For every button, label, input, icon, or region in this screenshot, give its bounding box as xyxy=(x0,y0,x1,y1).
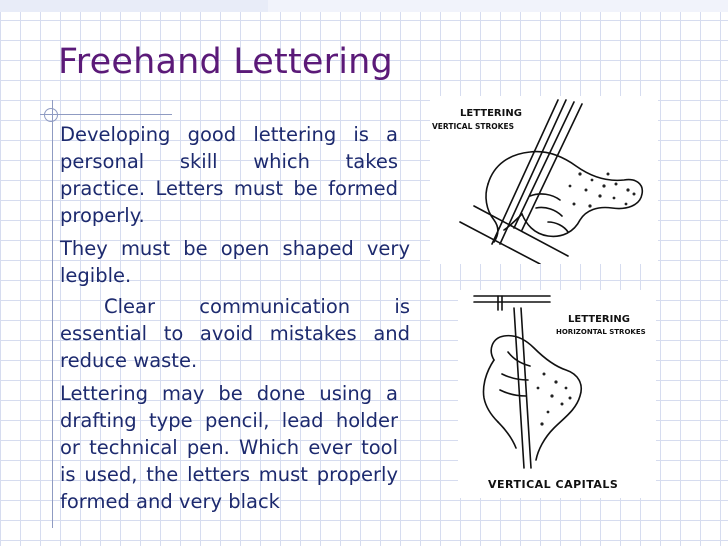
hand-pencil-drawing xyxy=(458,290,656,498)
illustration-caption: VERTICAL STROKES xyxy=(432,122,514,131)
illustration-caption: HORIZONTAL STROKES xyxy=(556,328,646,336)
rule-ornament xyxy=(44,108,58,122)
illustration-caption: LETTERING xyxy=(460,108,522,119)
vertical-strokes-illustration xyxy=(430,96,658,264)
paragraph-1: Developing good lettering is a personal skill which takes practice. Letters must be formed properly. xyxy=(60,123,398,227)
margin-rule xyxy=(52,100,53,528)
illustration-caption: LETTERING xyxy=(568,314,630,325)
hand-pencil-drawing xyxy=(430,96,658,264)
top-band xyxy=(0,0,728,12)
slide-title: Freehand Lettering xyxy=(58,42,393,82)
paragraph-4: Lettering may be done using a drafting type pencil, lead holder or technical pen. Which ever tool is used, the letters must properly formed and very black xyxy=(60,382,398,513)
horizontal-strokes-illustration xyxy=(458,290,656,498)
title-rule xyxy=(40,114,172,115)
paragraph-3: Clear communication is essential to avoid mistakes and reduce waste. xyxy=(60,295,410,372)
illustration-caption: VERTICAL CAPITALS xyxy=(488,478,619,491)
paragraph-2: They must be open shaped very legible. xyxy=(60,237,410,287)
body-text xyxy=(60,121,410,515)
